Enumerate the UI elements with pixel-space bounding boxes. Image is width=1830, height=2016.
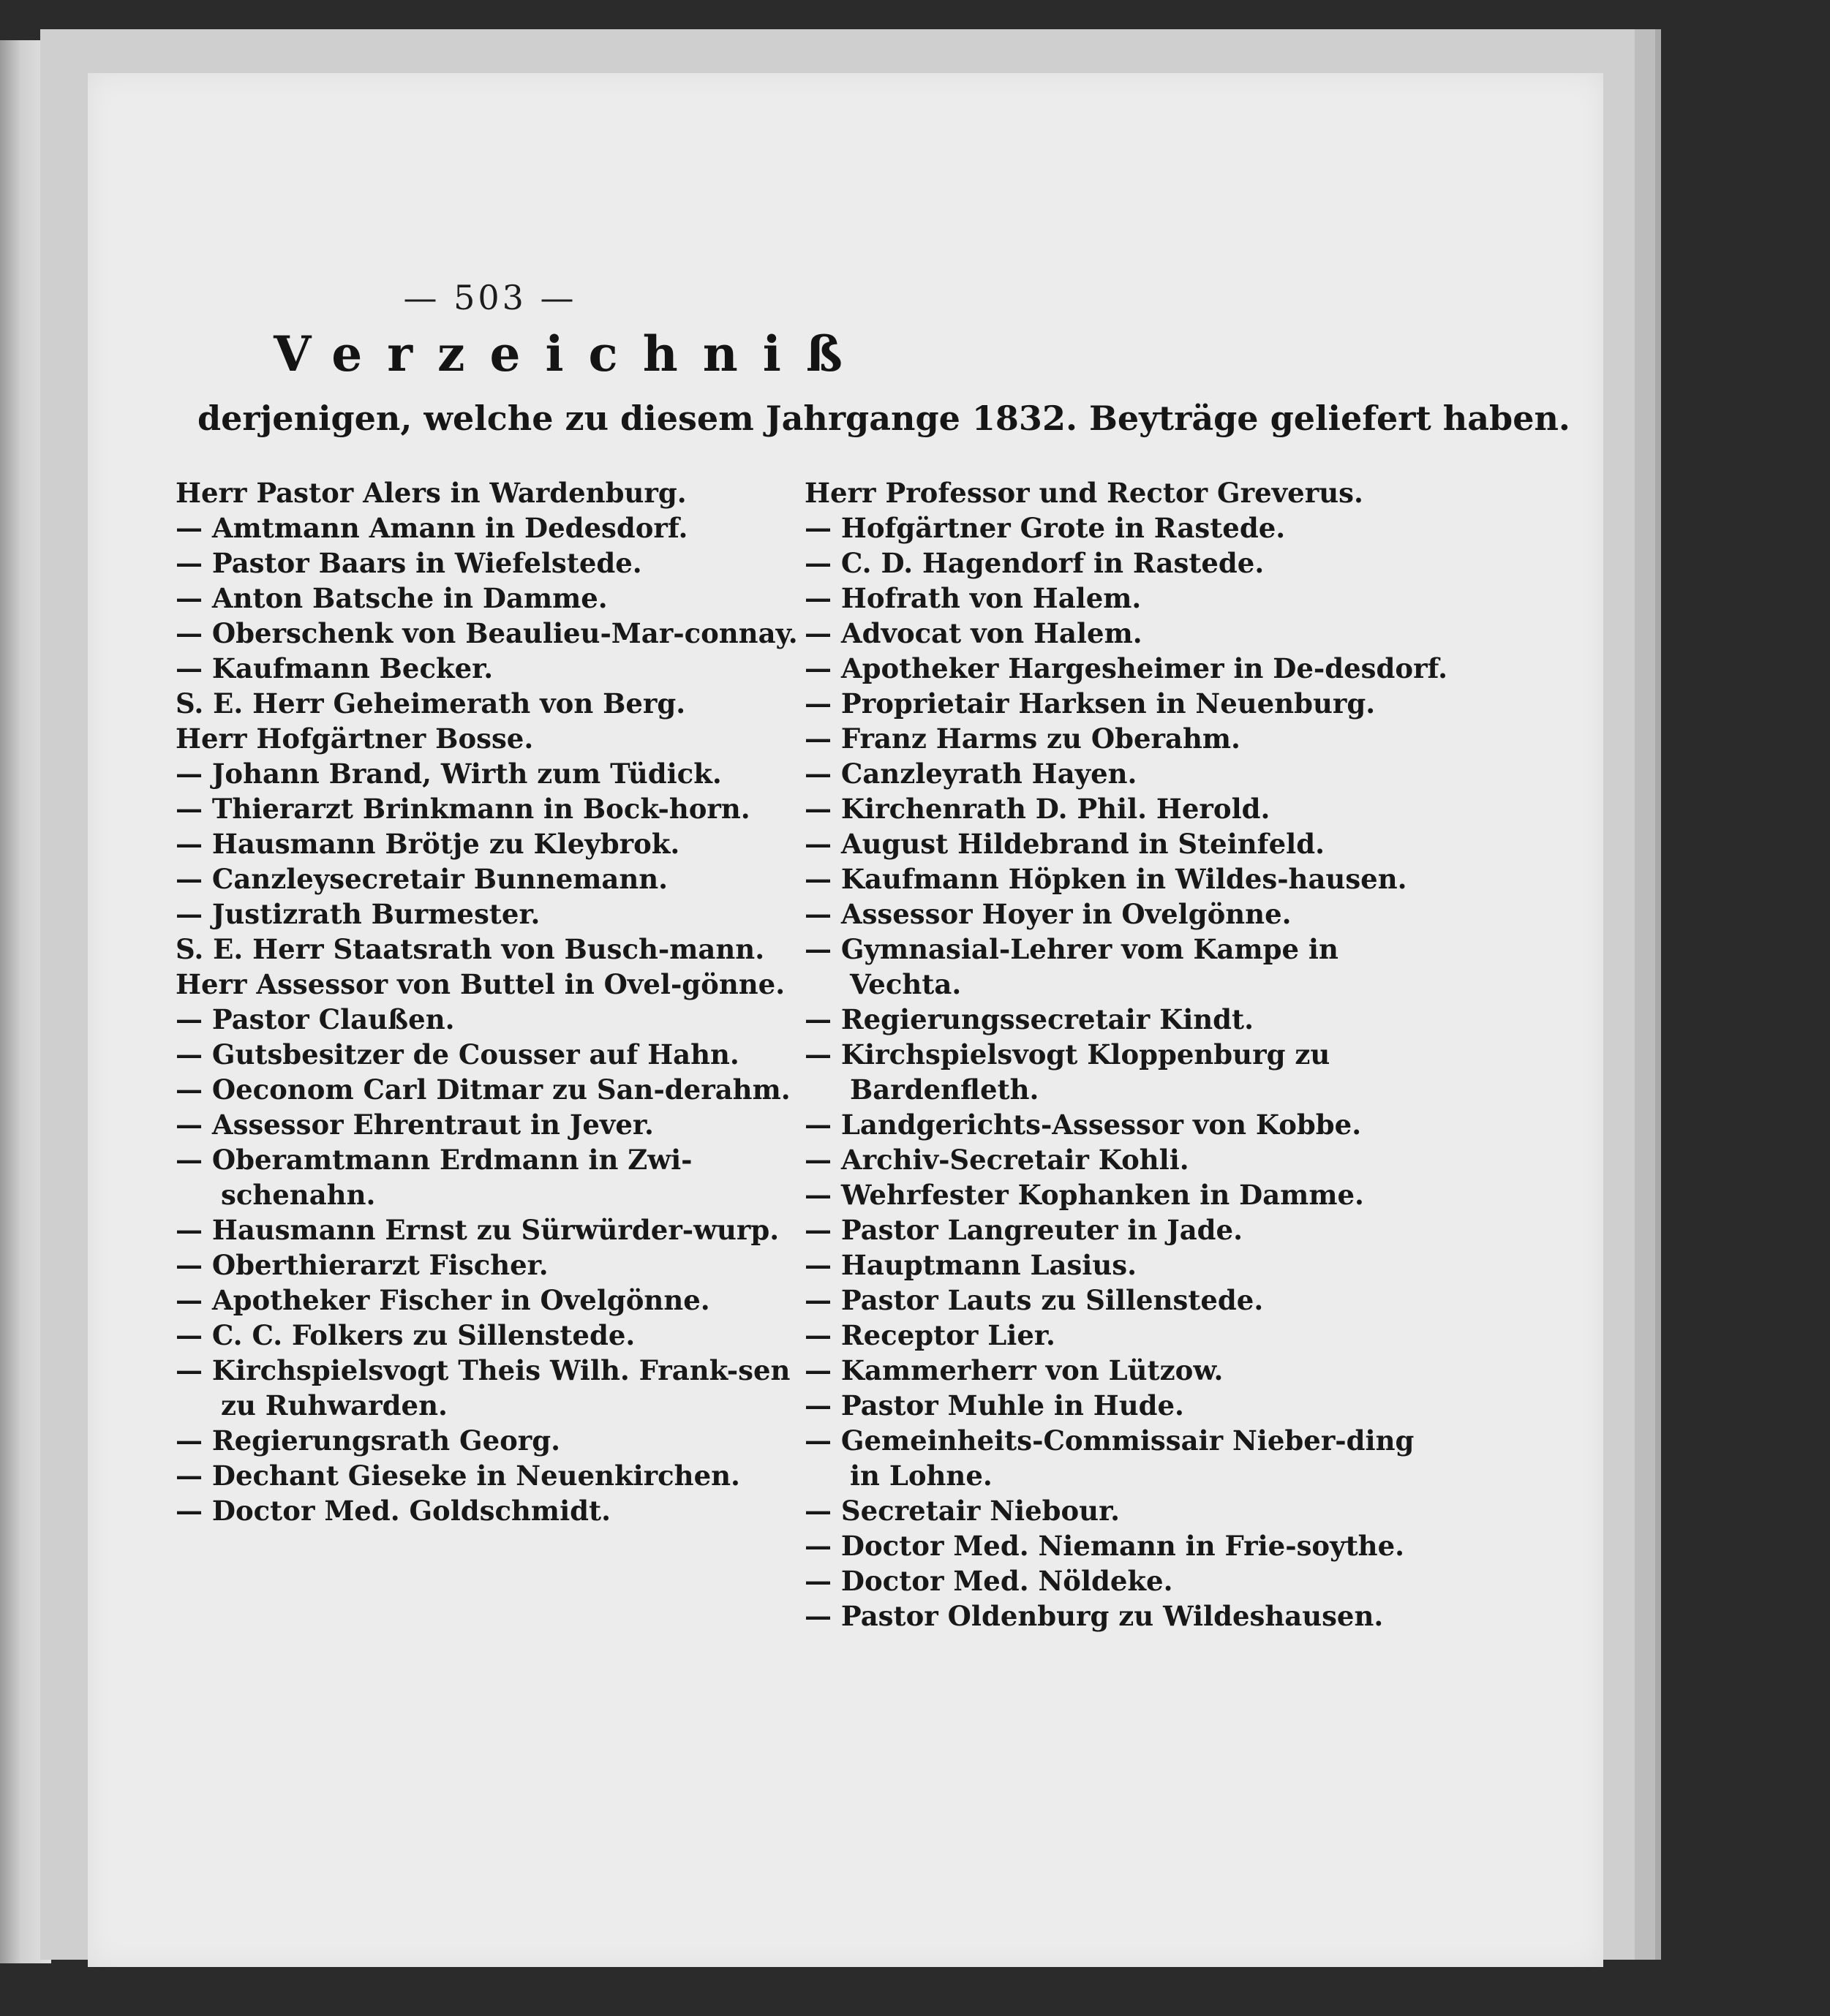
contributors-left-column — [176, 475, 826, 1528]
book-page — [88, 73, 1603, 1967]
list-item: — Apotheker Hargesheimer in De-desdorf. — [805, 652, 1448, 684]
list-item: — Doctor Med. Nöldeke. — [805, 1565, 1173, 1597]
list-item: — Canzleysecretair Bunnemann. — [176, 863, 669, 895]
list-item: Herr Hofgärtner Bosse. — [176, 722, 534, 755]
list-item: — Oeconom Carl Ditmar zu San-derahm. — [176, 1073, 791, 1106]
list-item: Herr Assessor von Buttel in Ovel-gönne. — [176, 968, 786, 1000]
list-item: — Archiv-Secretair Kohli. — [805, 1144, 1189, 1176]
list-item: — Kaufmann Höpken in Wildes-hausen. — [805, 863, 1407, 895]
list-item: — Hauptmann Lasius. — [805, 1249, 1137, 1281]
list-item: — Oberschenk von Beaulieu-Mar-connay. — [176, 617, 798, 649]
list-item: — Anton Batsche in Damme. — [176, 582, 608, 614]
list-item: — Regierungsrath Georg. — [176, 1424, 561, 1457]
list-item: Herr Pastor Alers in Wardenburg. — [176, 477, 687, 509]
list-item: — Proprietair Harksen in Neuenburg. — [805, 687, 1376, 720]
list-item: — Doctor Med. Niemann in Frie-soythe. — [805, 1530, 1404, 1562]
list-item: — Kirchenrath D. Phil. Herold. — [805, 793, 1270, 825]
list-item: — Hausmann Ernst zu Sürwürder-wurp. — [176, 1214, 780, 1246]
list-item: — Receptor Lier. — [805, 1319, 1055, 1351]
list-item: — Hofgärtner Grote in Rastede. — [805, 512, 1286, 544]
list-item: — Dechant Gieseke in Neuenkirchen. — [176, 1460, 740, 1492]
list-item: — Kaufmann Becker. — [176, 652, 494, 684]
contributors-right-column — [805, 475, 1448, 1634]
list-item: — Regierungssecretair Kindt. — [805, 1003, 1254, 1035]
list-item: S. E. Herr Geheimerath von Berg. — [176, 687, 686, 720]
list-item: — Oberamtmann Erdmann in Zwi-schenahn. — [176, 1144, 693, 1211]
list-item: — Oberthierarzt Fischer. — [176, 1249, 549, 1281]
list-item: — Secretair Niebour. — [805, 1495, 1121, 1527]
list-item: Herr Professor und Rector Greverus. — [805, 477, 1363, 509]
list-item: — Pastor Baars in Wiefelstede. — [176, 547, 642, 579]
list-item: — Johann Brand, Wirth zum Tüdick. — [176, 758, 722, 790]
list-item: — C. D. Hagendorf in Rastede. — [805, 547, 1265, 579]
list-item: — Pastor Muhle in Hude. — [805, 1389, 1184, 1422]
list-item: — Justizrath Burmester. — [176, 898, 541, 930]
list-item: — Gutsbesitzer de Cousser auf Hahn. — [176, 1038, 739, 1071]
list-item: — Canzleyrath Hayen. — [805, 758, 1137, 790]
list-item: — C. C. Folkers zu Sillenstede. — [176, 1319, 636, 1351]
list-item: S. E. Herr Staatsrath von Busch-mann. — [176, 933, 765, 965]
page-subtitle: derjenigen, welche zu diesem Jahrgange 1832. Beyträge geliefert haben. — [197, 399, 1570, 438]
list-item: — Gemeinheits-Commissair Nieber-ding in Lohne. — [805, 1424, 1415, 1492]
list-item: — Kirchspielsvogt Theis Wilh. Frank-sen zu Ruhwarden. — [176, 1354, 791, 1422]
list-item: — Wehrfester Kophanken in Damme. — [805, 1179, 1364, 1211]
list-item: — Pastor Claußen. — [176, 1003, 455, 1035]
list-item: — Assessor Hoyer in Ovelgönne. — [805, 898, 1292, 930]
list-item: — Hofrath von Halem. — [805, 582, 1142, 614]
page-stack — [40, 29, 1655, 1960]
list-item: — Doctor Med. Goldschmidt. — [176, 1495, 611, 1527]
list-item: — Gymnasial-Lehrer vom Kampe in Vechta. — [805, 933, 1338, 1000]
list-item: — Pastor Langreuter in Jade. — [805, 1214, 1243, 1246]
page-title: Verzeichniß — [274, 325, 867, 382]
list-item: — Hausmann Brötje zu Kleybrok. — [176, 828, 680, 860]
list-item: — Pastor Oldenburg zu Wildeshausen. — [805, 1600, 1384, 1632]
list-item: — Thierarzt Brinkmann in Bock-horn. — [176, 793, 750, 825]
list-item: — Apotheker Fischer in Ovelgönne. — [176, 1284, 710, 1316]
list-item: — August Hildebrand in Steinfeld. — [805, 828, 1325, 860]
list-item: — Franz Harms zu Oberahm. — [805, 722, 1240, 755]
list-item: — Pastor Lauts zu Sillenstede. — [805, 1284, 1264, 1316]
list-item: — Kirchspielsvogt Kloppenburg zu Bardenfleth. — [805, 1038, 1330, 1106]
page-number: — 503 — — [403, 278, 577, 317]
list-item: — Amtmann Amann in Dedesdorf. — [176, 512, 688, 544]
list-item: — Assessor Ehrentraut in Jever. — [176, 1109, 654, 1141]
list-item: — Advocat von Halem. — [805, 617, 1142, 649]
list-item: — Landgerichts-Assessor von Kobbe. — [805, 1109, 1362, 1141]
list-item: — Kammerherr von Lützow. — [805, 1354, 1224, 1386]
